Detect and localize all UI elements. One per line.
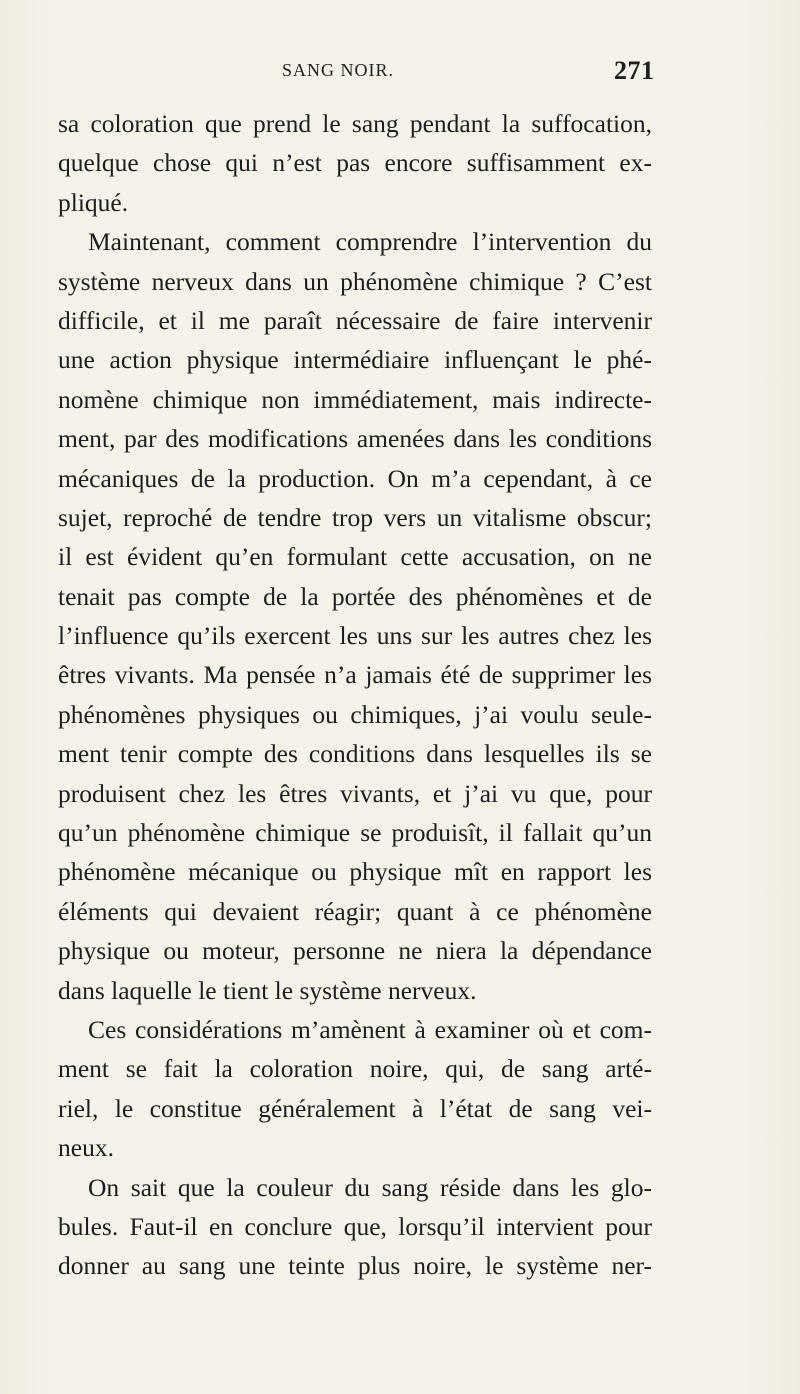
running-head bbox=[0, 58, 800, 92]
text-line: qu’un phénomène chimique se produisît, il fallait qu’un bbox=[58, 818, 652, 848]
text-line: bules. Faut-il en conclure que, lorsqu’il intervient pour bbox=[58, 1211, 652, 1241]
text-line: il est évident qu’en formulant cette accusation, on ne bbox=[58, 542, 652, 572]
text-line: On sait que la couleur du sang réside dans les glo- bbox=[88, 1172, 652, 1202]
text-line: physique ou moteur, personne ne niera la dépendance bbox=[58, 936, 652, 966]
text-line: nomène chimique non immédiatement, mais indirecte- bbox=[58, 384, 652, 414]
text-line: produisent chez les êtres vivants, et j’ai vu que, pour bbox=[58, 778, 652, 808]
text-line: pliqué. bbox=[58, 187, 129, 217]
text-line: système nerveux dans un phénomène chimique ? C’est bbox=[58, 266, 652, 296]
text-line: donner au sang une teinte plus noire, le système ner- bbox=[58, 1251, 652, 1281]
text-line: l’influence qu’ils exercent les uns sur les autres chez les bbox=[58, 621, 652, 651]
text-line: une action physique intermédiaire influençant le phé- bbox=[58, 345, 652, 375]
body-text bbox=[58, 104, 652, 1286]
text-line: ment se fait la coloration noire, qui, de sang arté- bbox=[58, 1054, 652, 1084]
text-line: ment, par des modifications amenées dans les conditions bbox=[58, 424, 652, 454]
page-number: 271 bbox=[614, 56, 655, 85]
text-line: quelque chose qui n’est pas encore suffisamment ex- bbox=[58, 148, 652, 178]
text-line: tenait pas compte de la portée des phénomènes et de bbox=[58, 581, 652, 611]
text-line: neux. bbox=[58, 1133, 114, 1163]
text-line: Ces considérations m’amènent à examiner où et com- bbox=[88, 1014, 652, 1044]
text-line: phénomène mécanique ou physique mît en rapport les bbox=[58, 857, 652, 887]
text-line: difficile, et il me paraît nécessaire de faire intervenir bbox=[58, 305, 652, 335]
text-line: dans laquelle le tient le système nerveux. bbox=[58, 975, 477, 1005]
running-title: SANG NOIR. bbox=[282, 60, 395, 80]
text-line: Maintenant, comment comprendre l’intervention du bbox=[88, 227, 652, 257]
text-line: êtres vivants. Ma pensée n’a jamais été de supprimer les bbox=[58, 660, 652, 690]
text-line: sujet, reproché de tendre trop vers un vitalisme obscur; bbox=[58, 502, 652, 532]
text-line: sa coloration que prend le sang pendant la suffocation, bbox=[58, 109, 652, 138]
text-line: ment tenir compte des conditions dans lesquelles ils se bbox=[58, 739, 652, 769]
text-line: mécaniques de la production. On m’a cependant, à ce bbox=[58, 463, 652, 493]
text-line: riel, le constitue généralement à l’état de sang vei- bbox=[58, 1093, 652, 1123]
text-line: phénomènes physiques ou chimiques, j’ai voulu seule- bbox=[58, 699, 652, 729]
text-line: éléments qui devaient réagir; quant à ce phénomène bbox=[58, 896, 652, 926]
